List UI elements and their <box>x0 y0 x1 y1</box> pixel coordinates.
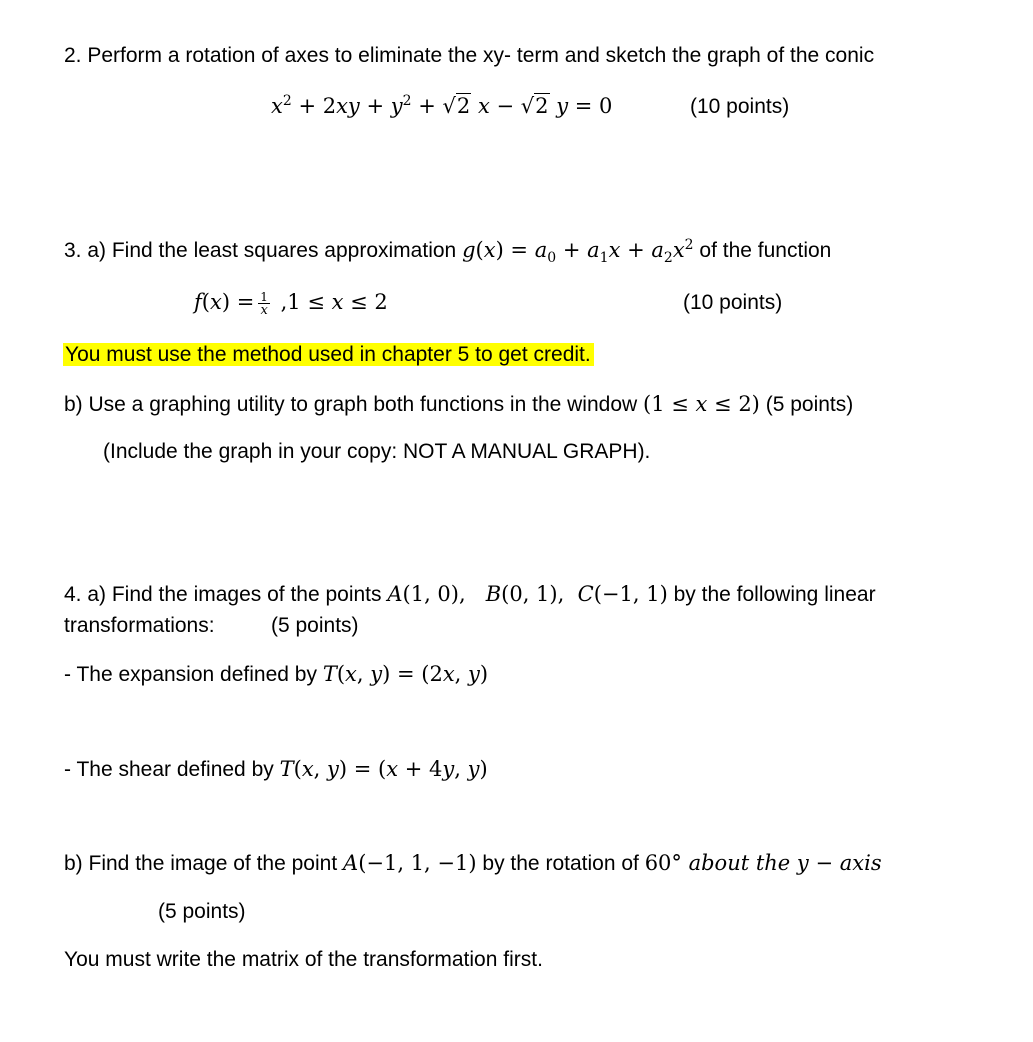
q4b-line <box>64 849 882 878</box>
q2-equation: $x^2 + 2xy + y^2 + √2$ x − √2 y = 0 <box>271 93 613 118</box>
q4a-shear-text: - The shear defined by <box>64 758 274 781</box>
q3a-expression: $g(x) = a_0 + a_1x + a_2x^2$ <box>462 237 694 267</box>
q3b-points: (5 points) <box>765 393 854 416</box>
q4a-suffix: by the following linear <box>673 583 876 606</box>
q4b-point: A(−1, 1, −1) <box>343 851 477 875</box>
q3-warning-highlight: You must use the method used in chapter 5 to get credit. <box>63 343 594 366</box>
q4a-expansion <box>64 660 488 689</box>
q3a-points: (10 points) <box>683 291 783 314</box>
q4a-expansion-expr: T(x, y) = (2x, y) <box>322 662 489 686</box>
q4a-points-list: A(1, 0), B(0, 1), C(−1, 1) <box>387 582 668 606</box>
q3b-note: (Include the graph in your copy: NOT A MANUAL GRAPH). <box>103 440 651 463</box>
q3a-suffix: of the function <box>699 239 832 262</box>
q4a-prefix: 4. a) Find the images of the points <box>64 583 382 606</box>
q2-prompt: 2. Perform a rotation of axes to eliminate the xy- term and sketch the graph of the conic <box>64 44 875 67</box>
q4b-mid: by the rotation of <box>482 852 639 875</box>
q4b-score: (5 points) <box>158 900 246 923</box>
q4b-prefix: b) Find the image of the point <box>64 852 338 875</box>
q3b-prefix: b) Use a graphing utility to graph both functions in the window <box>64 393 638 416</box>
q4a-line2: transformations: <box>64 614 215 637</box>
q3a-line <box>64 236 831 265</box>
q3-warning <box>63 341 594 369</box>
q4a-score: (5 points) <box>271 614 359 637</box>
q4a-shear <box>64 755 488 784</box>
q3b-window: (1 ≤ x ≤ 2) <box>643 392 760 416</box>
q3a-function: f(x) = $\frac{1}{x}$ ,1 ≤ x ≤ 2 <box>194 289 388 318</box>
q4a-expansion-text: - The expansion defined by <box>64 663 317 686</box>
q2-points: (10 points) <box>690 95 790 118</box>
q4a-line <box>64 580 876 609</box>
q3b-line <box>64 390 853 419</box>
q3a-prefix: 3. a) Find the least squares approximation <box>64 239 457 262</box>
q4a-shear-expr: T(x, y) = (x + 4y, y) <box>279 757 488 781</box>
q4b-note: You must write the matrix of the transformation first. <box>64 948 543 971</box>
q4b-expression: 60° about the y − axis <box>644 851 882 875</box>
